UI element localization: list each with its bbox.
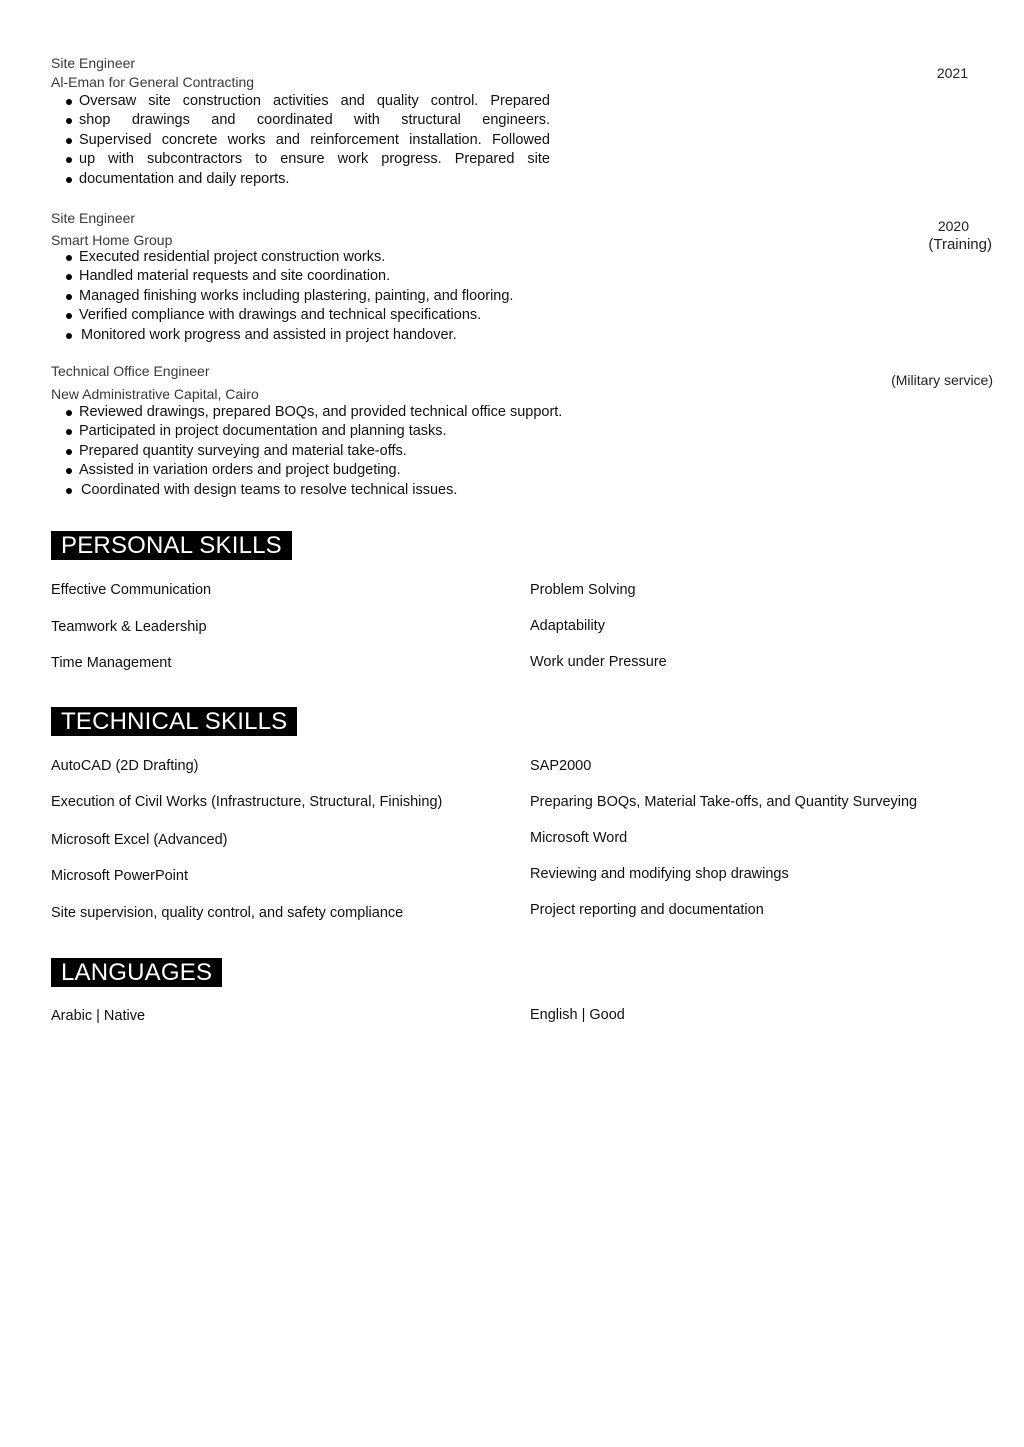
job-date-note: (Training) [928,236,992,253]
job-bullets [51,248,513,345]
personal-skills-heading: PERSONAL SKILLS [51,531,292,560]
skill-item: Preparing BOQs, Material Take-offs, and Quantity Surveying [530,794,918,810]
company-name: Smart Home Group [51,232,173,248]
bullet-item: Reviewed drawings, prepared BOQs, and provided technical office support. [51,403,562,422]
skill-item: Effective Communication [51,582,212,598]
skill-item: Microsoft Word [530,830,628,846]
skill-item: Microsoft Excel (Advanced) [51,832,228,848]
skill-item: Time Management [51,655,172,671]
language-item: Arabic | Native [51,1008,146,1024]
skill-item: Site supervision, quality control, and safety compliance [51,905,404,921]
job-date-note: (Military service) [891,372,993,388]
bullet-item: Managed finishing works including plastering, painting, and flooring. [51,287,513,306]
bullet-item: Verified compliance with drawings and technical specifications. [51,306,513,325]
skill-item: AutoCAD (2D Drafting) [51,758,199,774]
skill-item: Execution of Civil Works (Infrastructure, Structural, Finishing) [51,794,443,810]
bullet-item: Prepared quantity surveying and material take-offs. [51,442,562,461]
bullet-item: shop drawings and coordinated with structural engineers. [51,111,550,130]
bullet-item: Participated in project documentation and planning tasks. [51,422,562,441]
skill-item: Microsoft PowerPoint [51,868,188,884]
bullet-item: up with subcontractors to ensure work progress. Prepared site [51,150,550,169]
skill-item: Adaptability [530,618,605,634]
company-name: New Administrative Capital, Cairo [51,386,259,402]
skill-item: Teamwork & Leadership [51,619,207,635]
skill-item: Work under Pressure [530,654,667,670]
language-item: English | Good [530,1007,625,1023]
job-title: Site Engineer [51,210,136,226]
job-bullets [51,92,550,189]
company-name: Al-Eman for General Contracting [51,74,255,90]
bullet-item: Executed residential project construction works. [51,248,513,267]
bullet-item: Assisted in variation orders and project budgeting. [51,461,562,480]
job-title: Site Engineer [51,55,136,71]
job-date: 2020 [937,218,969,234]
bullet-item: Handled material requests and site coordination. [51,267,513,286]
technical-skills-heading: TECHNICAL SKILLS [51,707,297,736]
bullet-item: Oversaw site construction activities and quality control. Prepared [51,92,550,111]
skill-item: Reviewing and modifying shop drawings [530,866,789,882]
bullet-item: Coordinated with design teams to resolve technical issues. [51,481,562,500]
job-title: Technical Office Engineer [51,363,210,379]
languages-heading: LANGUAGES [51,958,222,987]
skill-item: Project reporting and documentation [530,902,764,918]
job-date: 2021 [936,65,968,81]
job-bullets [51,403,562,500]
bullet-item: Supervised concrete works and reinforcement installation. Followed [51,131,550,150]
skill-item: Problem Solving [530,582,636,598]
skill-item: SAP2000 [530,758,592,774]
bullet-item: documentation and daily reports. [51,170,550,189]
bullet-item: Monitored work progress and assisted in project handover. [51,326,513,345]
